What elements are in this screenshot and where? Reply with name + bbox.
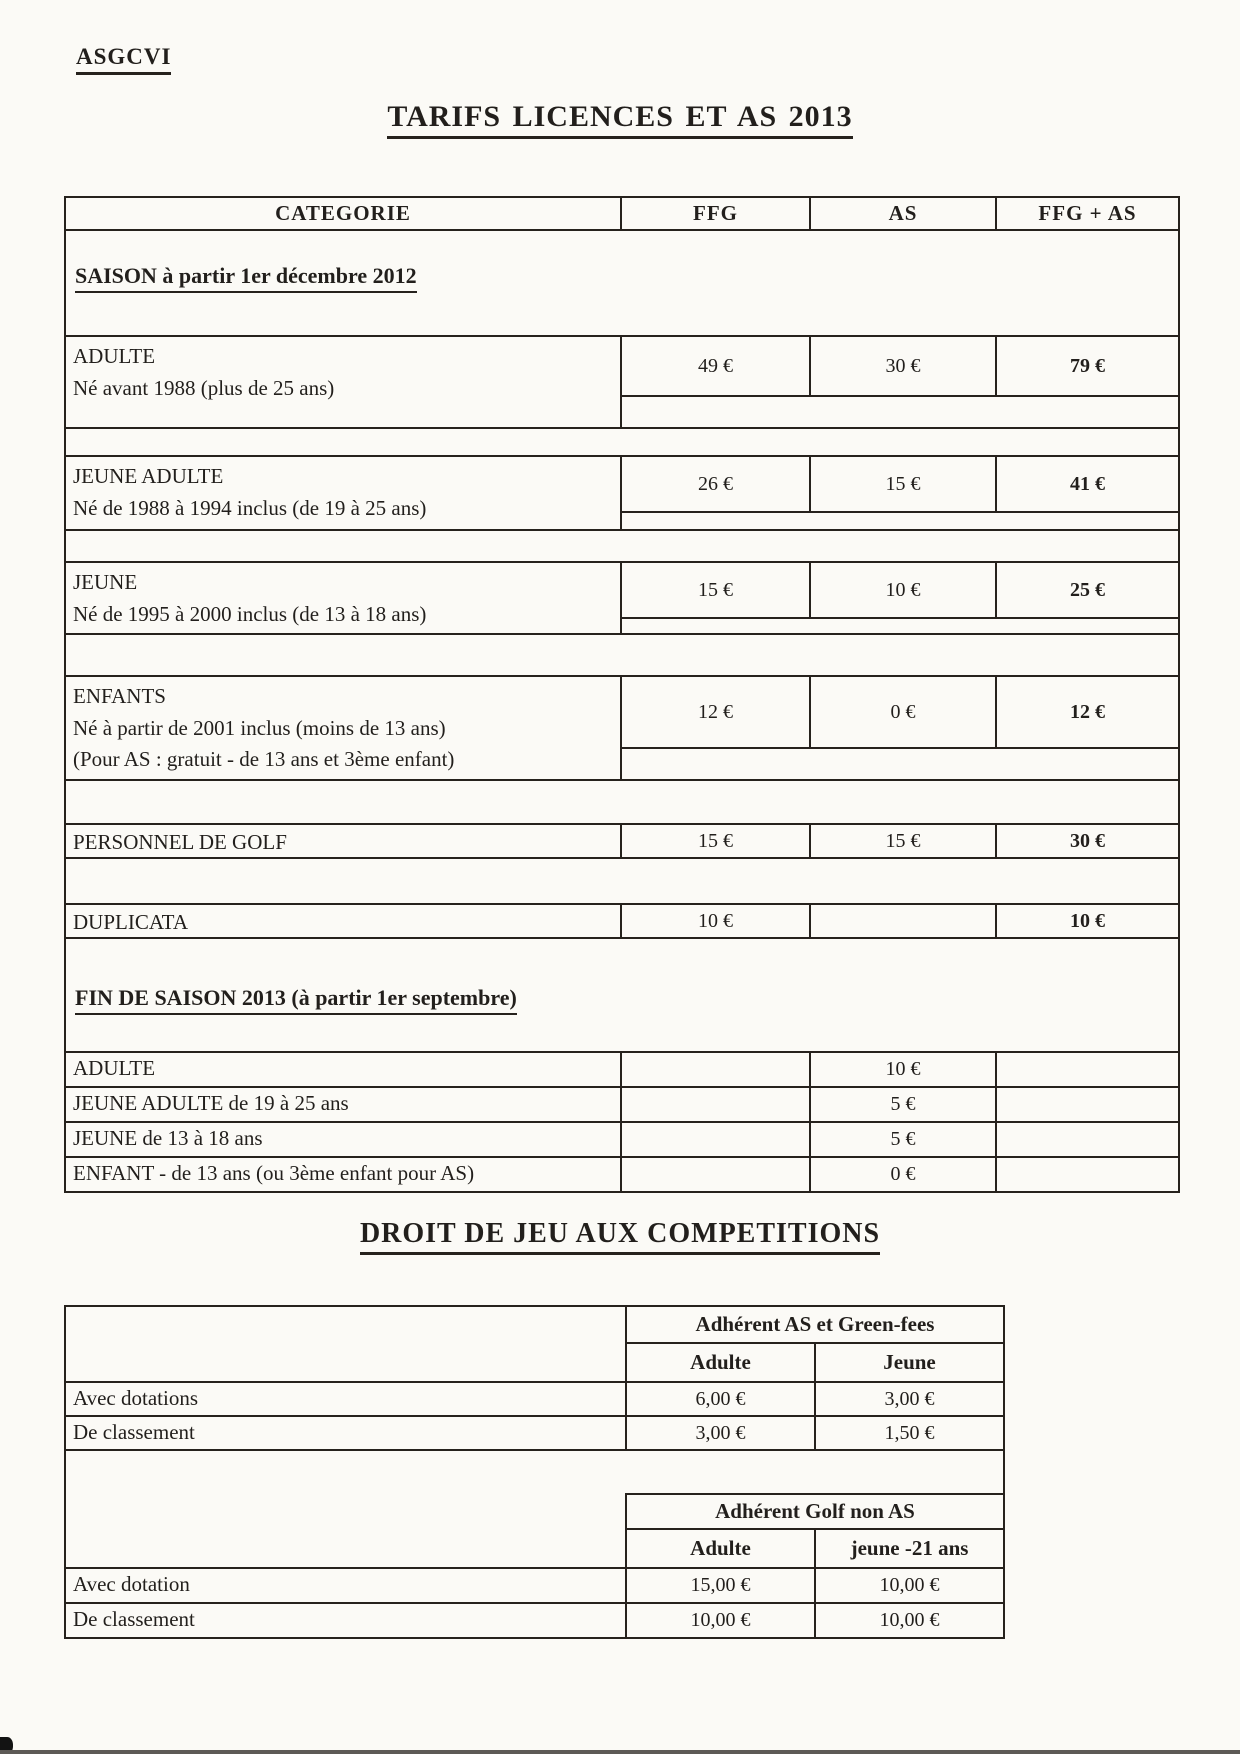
price-strip: [622, 677, 1178, 749]
table-row-jeune: [66, 561, 1178, 635]
void-cell: [66, 1344, 627, 1381]
category-detail: (Pour AS : gratuit - de 13 ans et 3ème enfant): [73, 747, 455, 771]
as-price-cell: 10 €: [811, 563, 997, 617]
competitions-title-text: DROIT DE JEU AUX COMPETITIONS: [360, 1218, 880, 1255]
group-header-row: [66, 1307, 1003, 1344]
table-row-jeune-adulte: [66, 455, 1178, 531]
document-title: [0, 100, 1240, 139]
price-group: [622, 563, 1178, 633]
void-cell: [997, 1088, 1178, 1121]
end-season-row-adulte: [66, 1051, 1178, 1086]
end-season-row-enfant: [66, 1156, 1178, 1191]
total-price-cell: 25 €: [1070, 578, 1105, 601]
table-adherent-non-as: [64, 1493, 1005, 1639]
end-season-section-header: [66, 939, 1178, 1051]
end-season-row-jeune-adulte: [66, 1086, 1178, 1121]
row-label: Avec dotation: [66, 1569, 627, 1602]
as-price-cell: 30 €: [811, 337, 997, 395]
competitions-title: [0, 1218, 1240, 1255]
end-season-section-header-text: FIN DE SAISON 2013 (à partir 1er septembre): [75, 985, 517, 1015]
tables-spacer: [64, 1451, 1005, 1493]
price-group: [622, 905, 1178, 937]
table-row-duplicata: [66, 903, 1178, 939]
category-name: PERSONNEL DE GOLF: [73, 830, 287, 854]
table-row-personnel-de-golf: [66, 823, 1178, 859]
end-season-row-jeune: [66, 1121, 1178, 1156]
licences-table: [64, 196, 1180, 1193]
season-section-header: [66, 231, 1178, 335]
category-label: JEUNE de 13 à 18 ans: [66, 1123, 622, 1156]
row-label: Avec dotations: [66, 1383, 627, 1415]
group-header-cell: Adhérent AS et Green-fees: [627, 1307, 1003, 1344]
void-cell: [997, 1123, 1178, 1156]
ffg-empty-cell: [622, 1088, 811, 1121]
as-price-cell: 5 €: [811, 1123, 997, 1156]
as-price-cell: 5 €: [811, 1088, 997, 1121]
category-name: ADULTE: [73, 344, 156, 368]
jeune-price-cell: 10,00 €: [879, 1609, 940, 1631]
adulte-price-cell: 15,00 €: [627, 1569, 816, 1602]
total-price-cell: 12 €: [1070, 700, 1105, 723]
category-label: [66, 677, 622, 779]
category-name: JEUNE: [73, 570, 138, 594]
price-strip: [622, 337, 1178, 397]
jeune-price-cell: 3,00 €: [884, 1387, 935, 1410]
header-cell-as: AS: [811, 198, 997, 229]
competitions-tables: [64, 1305, 1005, 1639]
category-label: ADULTE: [66, 1053, 622, 1086]
total-price-cell: 10 €: [1070, 909, 1105, 932]
licences-header-row: [66, 198, 1178, 231]
as-price-cell: 10 €: [811, 1053, 997, 1086]
jeune-price-cell: 10,00 €: [879, 1574, 940, 1596]
price-group: [622, 337, 1178, 427]
ffg-empty-cell: [622, 1053, 811, 1086]
as-price-cell: 15 €: [811, 457, 997, 511]
ffg-price-cell: 12 €: [622, 677, 811, 747]
ffg-price-cell: 15 €: [622, 563, 811, 617]
price-group: [622, 457, 1178, 529]
category-label: [66, 905, 622, 937]
category-label: JEUNE ADULTE de 19 à 25 ans: [66, 1088, 622, 1121]
season-section-header-text: SAISON à partir 1er décembre 2012: [75, 263, 417, 293]
row-spacer: [66, 635, 1178, 675]
category-name: DUPLICATA: [73, 910, 188, 934]
document-title-text: TARIFS LICENCES ET AS 2013: [387, 100, 852, 139]
void-cell: [66, 1307, 627, 1344]
scan-artifact-bottom-edge: [0, 1750, 1240, 1754]
group-header-cell: Adhérent Golf non AS: [627, 1493, 1003, 1530]
table-row-avec-dotation: [66, 1567, 1003, 1602]
void-cell: [66, 1530, 627, 1567]
category-name: JEUNE ADULTE: [73, 464, 224, 488]
row-label: De classement: [66, 1604, 627, 1637]
table-row-adulte: [66, 335, 1178, 429]
column-header-row: [66, 1344, 1003, 1381]
column-header-adulte: Adulte: [627, 1530, 816, 1567]
as-price-cell: 15 €: [811, 825, 997, 857]
as-price-cell: 0 €: [811, 1158, 997, 1191]
header-cell-ffg-plus-as: FFG + AS: [1038, 201, 1137, 225]
ffg-price-cell: 49 €: [622, 337, 811, 395]
ffg-price-cell: 15 €: [622, 825, 811, 857]
jeune-price-cell: 1,50 €: [884, 1421, 935, 1444]
price-strip: [622, 825, 1178, 857]
price-strip: [622, 563, 1178, 619]
adulte-price-cell: 6,00 €: [627, 1383, 816, 1415]
table-adherent-as: [64, 1305, 1005, 1451]
category-label: [66, 337, 622, 427]
ffg-price-cell: 26 €: [622, 457, 811, 511]
header-cell-ffg: FFG: [622, 198, 811, 229]
void-cell: [997, 1158, 1178, 1191]
as-price-cell: [811, 905, 997, 937]
row-spacer: [66, 859, 1178, 903]
adulte-price-cell: 3,00 €: [627, 1417, 816, 1449]
price-strip: [622, 905, 1178, 937]
category-detail: Né avant 1988 (plus de 25 ans): [73, 375, 335, 400]
price-group: [622, 825, 1178, 857]
category-detail: Né à partir de 2001 inclus (moins de 13 ans): [73, 715, 446, 740]
column-header-row: [66, 1530, 1003, 1567]
total-price-cell: 79 €: [1070, 354, 1105, 377]
void-cell: [997, 1053, 1178, 1086]
category-name: ENFANTS: [73, 684, 166, 708]
category-label: [66, 563, 622, 633]
column-header-jeune: Jeune: [883, 1350, 936, 1374]
column-header-adulte: Adulte: [627, 1344, 816, 1381]
total-price-cell: 41 €: [1070, 472, 1105, 495]
group-header-row: [66, 1493, 1003, 1530]
column-header-jeune-21: jeune -21 ans: [850, 1536, 969, 1560]
category-detail: Né de 1995 à 2000 inclus (de 13 à 18 ans): [73, 601, 427, 626]
table-row-de-classement: [66, 1602, 1003, 1637]
table-row-avec-dotations: [66, 1381, 1003, 1415]
row-spacer: [66, 429, 1178, 455]
table-row-de-classement: [66, 1415, 1003, 1449]
category-label: [66, 457, 622, 529]
as-price-cell: 0 €: [811, 677, 997, 747]
table-row-enfants: [66, 675, 1178, 781]
ffg-empty-cell: [622, 1123, 811, 1156]
ffg-empty-cell: [622, 1158, 811, 1191]
adulte-price-cell: 10,00 €: [627, 1604, 816, 1637]
category-detail: Né de 1988 à 1994 inclus (de 19 à 25 ans): [73, 495, 427, 520]
row-spacer: [66, 531, 1178, 561]
void-cell: [66, 1493, 627, 1530]
category-label: ENFANT - de 13 ans (ou 3ème enfant pour AS): [66, 1158, 622, 1191]
row-label: De classement: [66, 1417, 627, 1449]
org-label: [76, 44, 171, 75]
row-spacer: [66, 781, 1178, 823]
total-price-cell: 30 €: [1070, 829, 1105, 852]
header-cell-categorie: CATEGORIE: [66, 198, 622, 229]
org-label-text: ASGCVI: [76, 44, 171, 75]
category-label: [66, 825, 622, 857]
price-group: [622, 677, 1178, 779]
price-strip: [622, 457, 1178, 513]
ffg-price-cell: 10 €: [622, 905, 811, 937]
